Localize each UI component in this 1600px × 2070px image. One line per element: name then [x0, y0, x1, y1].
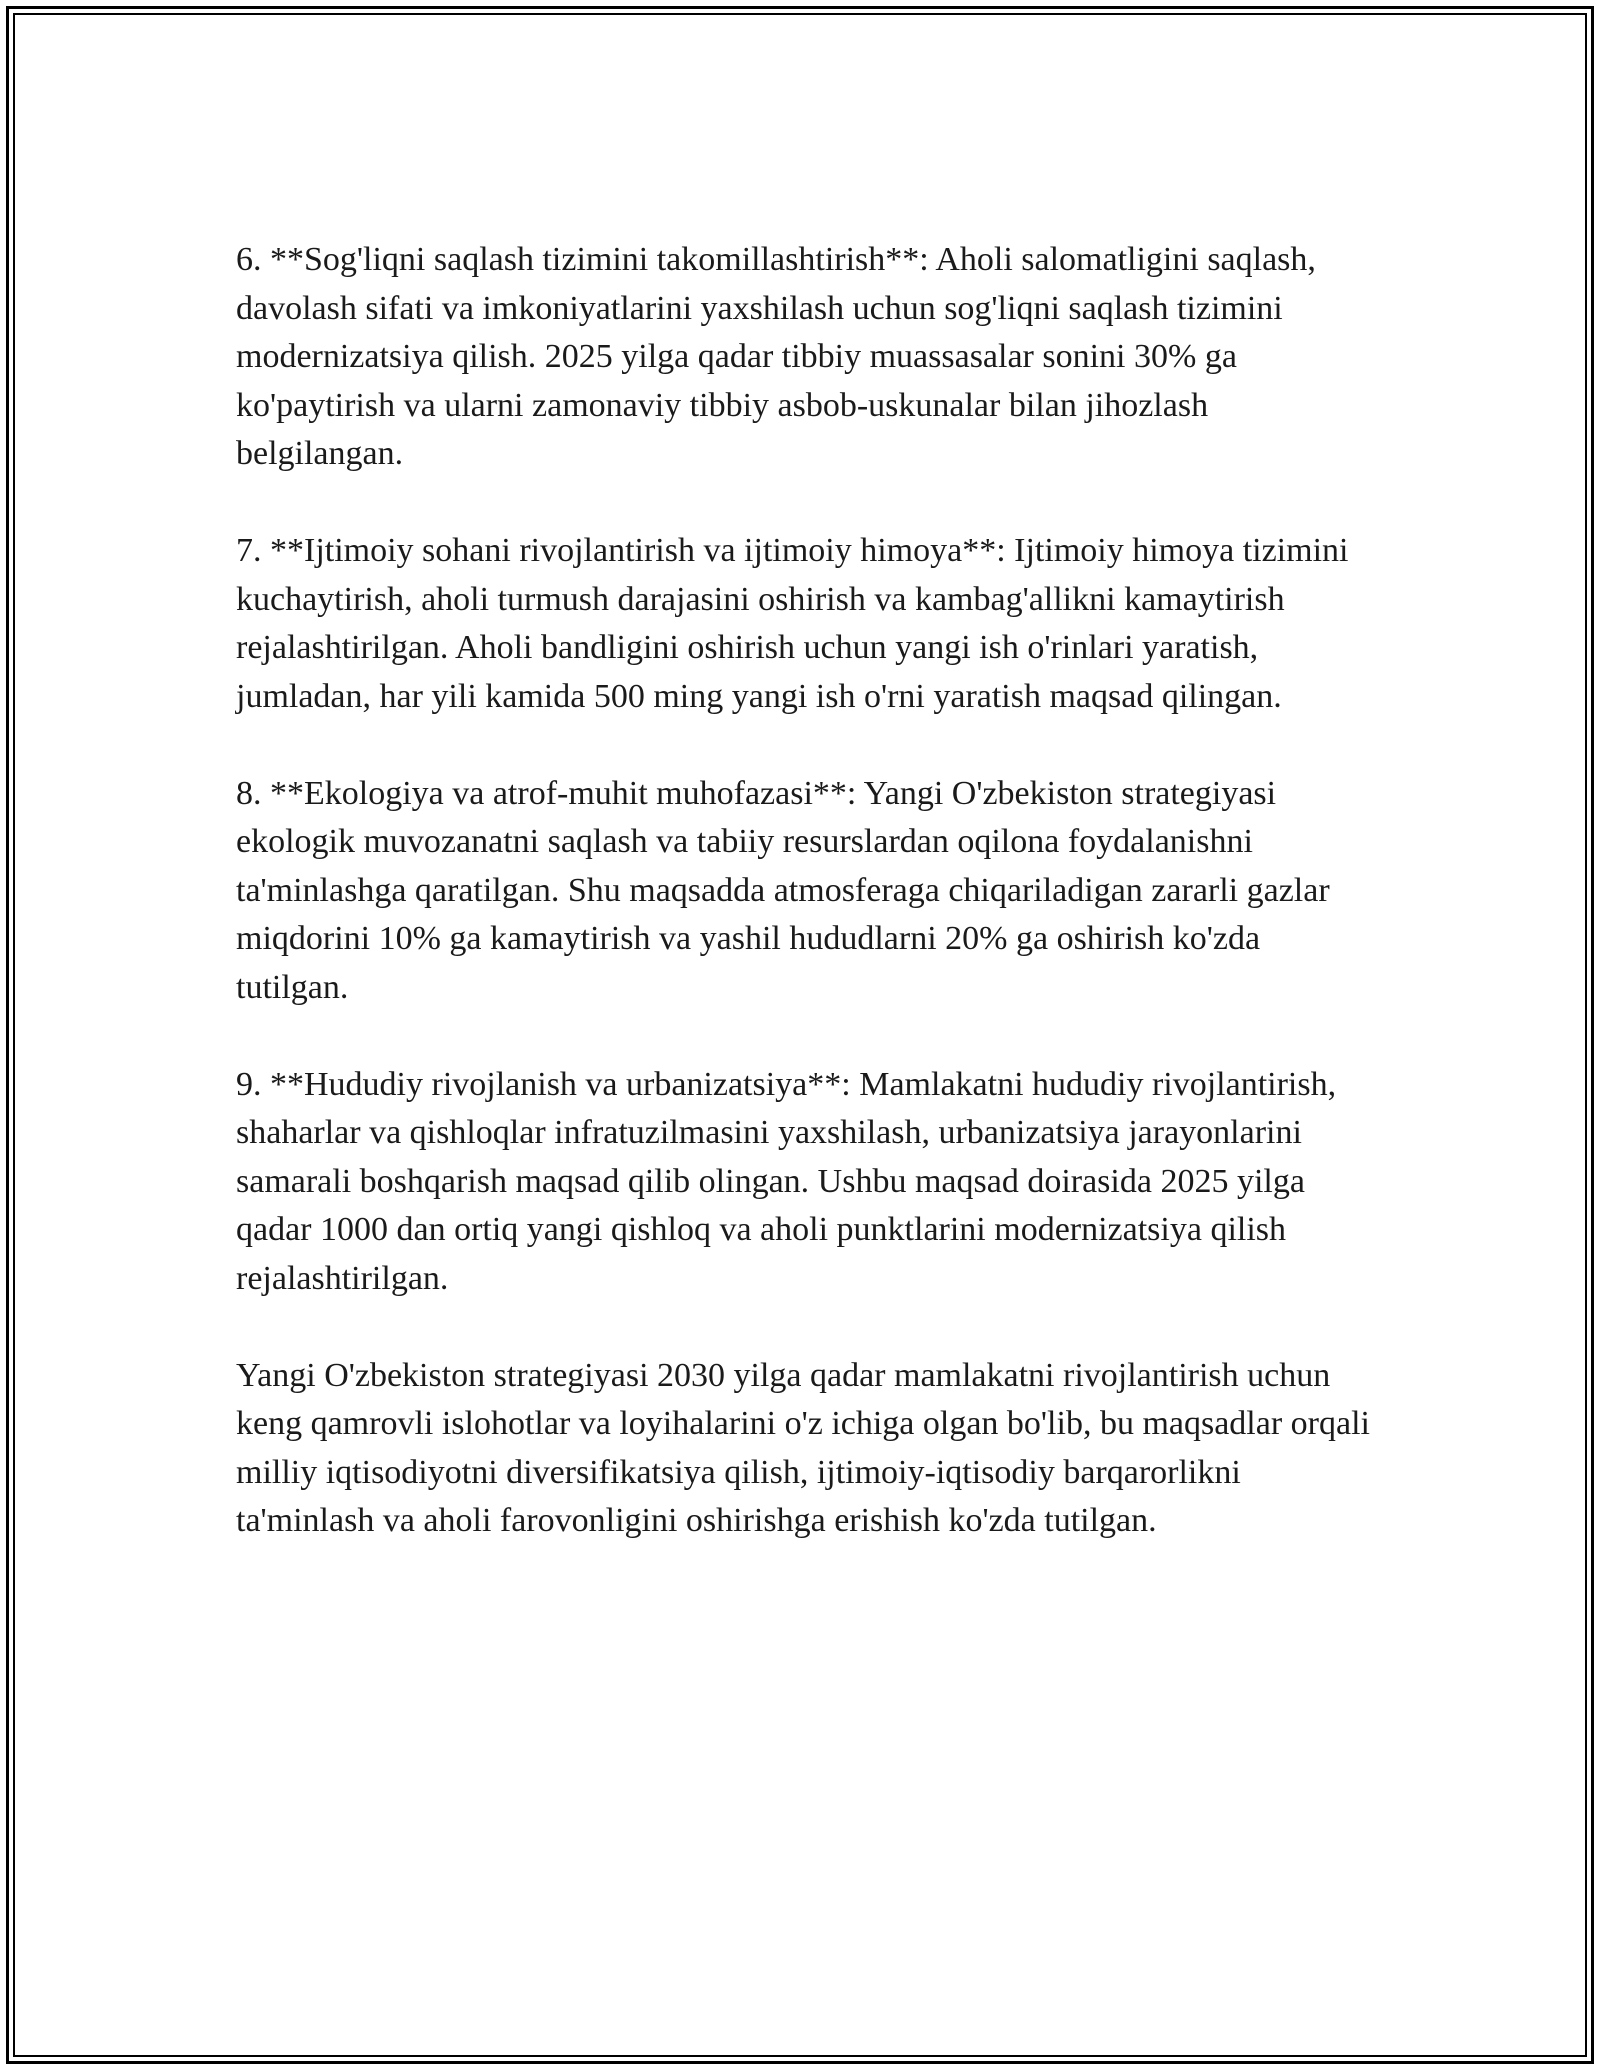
- paragraph-ecology: 8. **Ekologiya va atrof-muhit muhofazasi**: Yangi O'zbekiston strategiyasi ekologik muvozanatni saqlash va tabiiy resurslardan oqilona foydalanishni ta'minlashga qaratilgan. Shu maqsadda atmosferaga chiqariladigan zararli gazlar miqdorini 10% ga kamaytirish va yashil hududlarni 20% ga oshirish ko'zda tutilgan.: [236, 774, 1330, 1006]
- paragraph-conclusion: Yangi O'zbekiston strategiyasi 2030 yilga qadar mamlakatni rivojlantirish uchun keng qamrovli islohotlar va loyihalarini o'z ichiga olgan bo'lib, bu maqsadlar orqali milliy iqtisodiyotni diversifikatsiya qilish, ijtimoiy-iqtisodiy barqarorlikni ta'minlash va aholi farovonligini oshirishga erishish ko'zda tutilgan.: [236, 1356, 1370, 1539]
- paragraph-social-protection: 7. **Ijtimoiy sohani rivojlantirish va ijtimoiy himoya**: Ijtimoiy himoya tizimini kuchaytirish, aholi turmush darajasini oshirish va kambag'allikni kamaytirish rejalashtirilgan. Aholi bandligini oshirish uchun yangi ish o'rinlari yaratish, jumladan, har yili kamida 500 ming yangi ish o'rni yaratish maqsad qilingan.: [236, 532, 1349, 715]
- paragraph-regional-development: 9. **Hududiy rivojlanish va urbanizatsiya**: Mamlakatni hududiy rivojlantirish, shaharlar va qishloqlar infratuzilmasini yaxshilash, urbanizatsiya jarayonlarini samarali boshqarish maqsad qilib olingan. Ushbu maqsad doirasida 2025 yilga qadar 1000 dan ortiq yangi qishloq va aholi punktlarini modernizatsiya qilish rejalashtirilgan.: [236, 1065, 1337, 1297]
- paragraph-healthcare: 6. **Sog'liqni saqlash tizimini takomillashtirish**: Aholi salomatligini saqlash, davolash sifati va imkoniyatlarini yaxshilash uchun sog'liqni saqlash tizimini modernizatsiya qilish. 2025 yilga qadar tibbiy muassasalar sonini 30% ga ko'paytirish va ularni zamonaviy tibbiy asbob-uskunalar bilan jihozlash belgilangan.: [236, 241, 1316, 472]
- document-body: [236, 236, 1376, 1546]
